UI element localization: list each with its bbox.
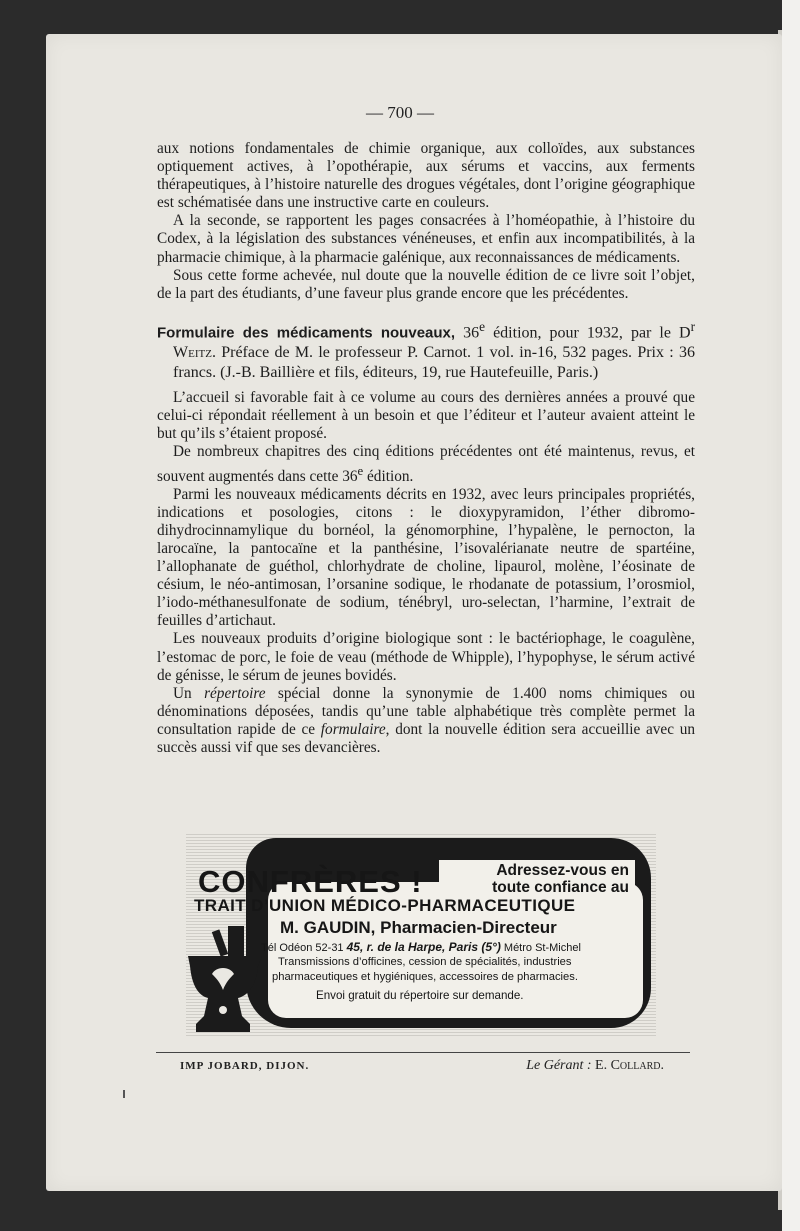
ad-contact-line: Tél Odéon 52-31 45, r. de la Harpe, Paris (5°) Métro St-Michel <box>261 940 581 954</box>
page-number: — 700 — <box>366 103 434 122</box>
ad-address-callout: Adressez-vous en toute confiance au <box>439 860 635 898</box>
bibliographic-entry: Formulaire des médicaments nouveaux, 36e édition, pour 1932, par le $D^r$ Weitz. Préface de M. le professeur P. Carnot. 1 vol. in-16, 532 pages. Prix : 36 francs. (J.-B. Baillière et fils, éditeurs, 19, rue Hautefeuille, Paris.) <box>157 318 696 382</box>
paragraph: Les nouveaux produits d’origine biologique sont : le bactériophage, le coagulène, l’estomac de porc, le foie de veau (méthode de Whipple), l’hypophyse, le sérum activé de génisse, le sérum de jeunes bovidés. <box>157 630 695 684</box>
publisher-manager: Le Gérant : E. Collard. <box>526 1058 664 1073</box>
footer-rule <box>156 1052 690 1053</box>
body-text <box>157 140 695 757</box>
paragraph: Sous cette forme achevée, nul doute que la nouvelle édition de ce livre soit l’objet, de la part des étudiants, d’une faveur plus grande encore que les précédentes. <box>157 266 695 302</box>
mortar-and-pestle-icon <box>186 926 264 1034</box>
ad-services-line: Transmissions d’officines, cession de spécialités, industries <box>278 956 572 968</box>
margin-mark <box>123 1090 125 1098</box>
ad-headline: CONFRÈRES ! <box>198 864 423 899</box>
paragraph: aux notions fondamentales de chimie organique, aux colloïdes, aux substances optiquement actives, à l’opothérapie, aux sérums et vaccins, aux ferments thérapeutiques, à l’histoire naturelle des drogues végétales, dont l’origine géographique est schématisée dans une instructive carte en couleurs. <box>157 140 695 212</box>
ad-services-line: pharmaceutiques et hygiéniques, accessoires de pharmacies. <box>272 971 578 983</box>
paragraph: A la seconde, se rapportent les pages consacrées à l’homéopathie, à l’histoire du Codex, à la législation des substances vénéneuses, et enfin aux incompatibilités, à la pharmacie chimique, à la pharmacie galénique, aux reconnaissances de médicaments. <box>157 212 695 266</box>
paragraph: De nombreux chapitres des cinq éditions précédentes ont été maintenus, revus, et souvent augmentés dans cette 36e édition. <box>157 443 695 485</box>
page-edge <box>782 0 800 1231</box>
paragraph: L’accueil si favorable fait à ce volume au cours des dernières années a prouvé que celui-ci répondait réellement à un besoin et que l’éditeur et l’auteur avaient atteint le but qu’ils s’étaient proposé. <box>157 389 695 443</box>
ad-director-name: M. GAUDIN, Pharmacien-Directeur <box>280 918 557 937</box>
ad-organization: TRAIT D’UNION MÉDICO-PHARMACEUTIQUE <box>194 896 576 915</box>
author-name: Weitz <box>173 344 212 362</box>
printer-imprint: IMP JOBARD, DIJON. <box>180 1060 310 1072</box>
ad-offer-line: Envoi gratuit du répertoire sur demande. <box>316 989 524 1002</box>
paragraph: Un répertoire spécial donne la synonymie de 1.400 noms chimiques ou dénominations déposées, tandis qu’une table alphabétique très complète permet la consultation rapide de ce formulaire, dont la nouvelle édition sera accueillie avec un succès aussi vif que ses devancières. <box>157 684 695 757</box>
advertisement <box>186 834 656 1036</box>
entry-title: Formulaire des médicaments nouveaux, <box>157 324 456 342</box>
paragraph: Parmi les nouveaux médicaments décrits en 1932, avec leurs principales propriétés, indications et posologies, citons : le dioxypyramidon, l’éther dibromo-dihydrocinnamylique du bornéol, la génomorphine, l’hypalène, le pernocton, la larocaïne, la pantocaïne et la panthésine, l’isovalérianate neutre de spartéine, l’allophanate de guéthol, chlorhydrate de choline, lipaurol, molène, l’éosinate de césium, le néo-antimosan, l’orsanine sodique, le rhodanate de potassium, l’orosmiol, l’iodo-méthanesulfonate de sodium, ténébryl, uro-selectan, l’harmine, l’extrait de feuilles d’artichaut. <box>157 485 695 630</box>
